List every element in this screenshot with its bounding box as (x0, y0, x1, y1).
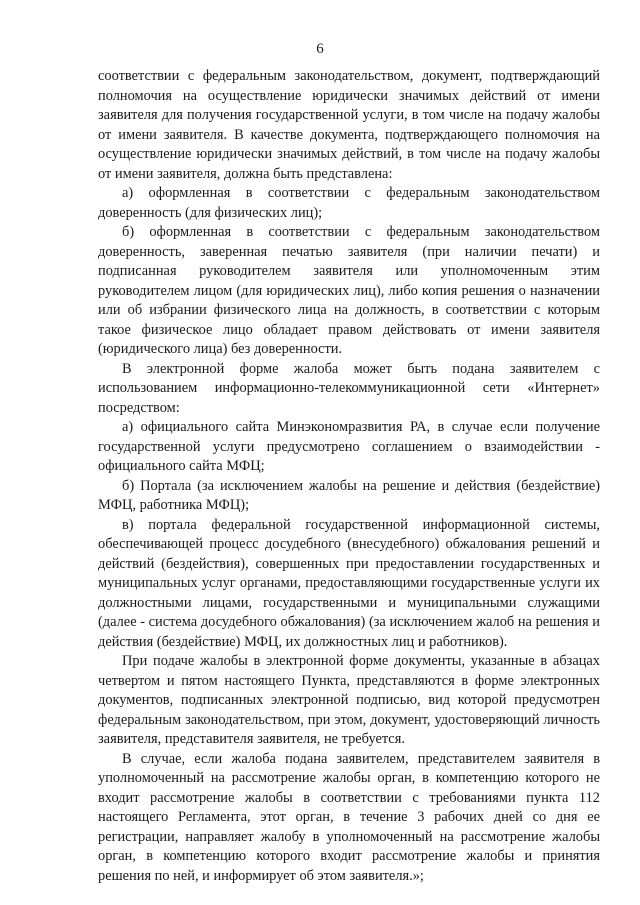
paragraph-item-b-portal: б) Портала (за исключением жалобы на решение и действия (бездействие) МФЦ, работника МФЦ); (98, 477, 600, 513)
paragraph-item-a-official-site: а) официального сайта Минэкономразвития РА, в случае если получение государственной услуги предусмотрено соглашением о взаимодействии - официального сайта МФЦ; (98, 419, 600, 474)
paragraph-item-a-individuals: а) оформленная в соответствии с федеральным законодательством доверенность (для физических лиц); (98, 185, 600, 221)
paragraph-electronic-documents: При подаче жалобы в электронной форме документы, указанные в абзацах четвертом и пятом настоящего Пункта, представляются в форме электронных документов, подписанных электронной подписью, вид которой предусмотрен федеральным законодательством, при этом, документ, удостоверяющий личность заявителя, представителя заявителя, не требуется. (98, 653, 600, 747)
paragraph-item-c-federal-portal: в) портала федеральной государственной информационной системы, обеспечивающей процесс досудебного (внесудебного) обжалования решений и действий (бездействия), совершенных при предоставлении государственных и муниципальных услуг органами, предоставляющими государственные услуги их должностными лицами, государственными и муниципальными служащими (далее - система досудебного обжалования) (за исключением жалоб на решения и действия (бездействие) МФЦ, их должностных лиц и работников). (98, 516, 600, 650)
page-number: 6 (316, 41, 324, 57)
paragraph-redirect-complaint: В случае, если жалоба подана заявителем, представителем заявителя в уполномоченный на рассмотрение жалобы орган, в компетенцию которого не входит рассмотрение жалобы в соответствии с требованиями пункта 112 настоящего Регламента, этот орган, в течение 3 рабочих дней со дня ее регистрации, направляет жалобу в уполномоченный на рассмотрение жалобы орган, в компетенцию которого входит рассмотрение жалобы и принятия решения по ней, и информирует об этом заявителя.»; (98, 750, 600, 884)
paragraph-item-b-legal-entities: б) оформленная в соответствии с федеральным законодательством доверенность, заверенная печатью заявителя (при наличии печати) и подписанная руководителем заявителя или уполномоченным этим руководителем лицом (для юридических лиц), либо копия решения о назначении или об избрании физического лица на должность, в соответствии с которым такое физическое лицо обладает правом действовать от имени заявителя (юридического лица) без доверенности. (98, 224, 600, 357)
paragraph-continuation: соответствии с федеральным законодательством, документ, подтверждающий полномочия на осуществление юридически значимых действий от имени заявителя для получения государственной услуги, в том числе на подачу жалобы от имени заявителя. В качестве документа, подтверждающего полномочия на осуществление юридически значимых действий, в том числе на подачу жалобы от имени заявителя, должна быть представлена: (98, 68, 600, 182)
document-body (98, 67, 600, 886)
paragraph-electronic-form: В электронной форме жалоба может быть подана заявителем с использованием информационно-телекоммуникационной сети «Интернет» посредством: (98, 360, 600, 416)
